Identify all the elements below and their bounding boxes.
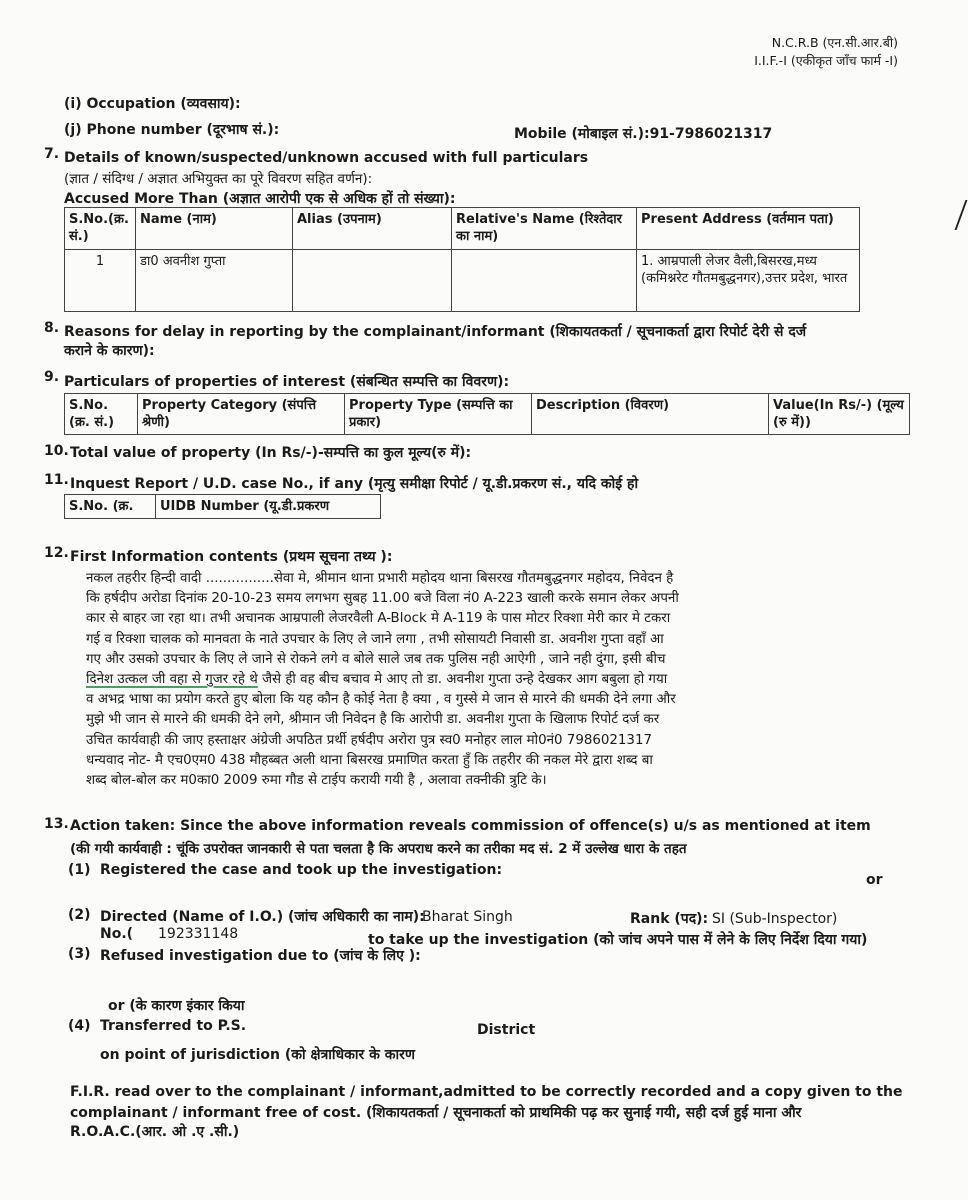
s11-text: Inquest Report / U.D. case No., if any (मृत्यु समीक्षा रिपोर्ट / यू.डी.प्रकरण सं., यदि कोई हो	[70, 476, 639, 492]
item1-number: (1)	[68, 862, 91, 878]
io-number-label: No.(	[100, 926, 134, 942]
occupation-label: (i) Occupation (व्यवसाय):	[64, 96, 241, 112]
s8-line1: Reasons for delay in reporting by the complainant/informant (शिकायतकर्ता / सूचनाकर्ता द्वारा रिपोर्ट देरी से दर्ज	[64, 324, 807, 340]
page-edge-mark	[955, 200, 968, 230]
fir-contents	[86, 569, 846, 791]
item3-number: (3)	[68, 946, 91, 962]
rank-label: Rank (पद):	[630, 911, 709, 927]
highlighted-text: दिनेश उत्कल जी वहा से गुजर रहे थे	[86, 672, 258, 688]
s10-number: 10.	[44, 443, 69, 459]
item3-or: or (के कारण इंकार किया	[108, 998, 245, 1014]
col-relative: Relative's Name (रिश्तेदार का नाम)	[452, 208, 637, 250]
io-number: 192331148	[158, 926, 239, 942]
ud-col-uidb: UIDB Number (यू.डी.प्रकरण	[156, 495, 381, 519]
item1-text: Registered the case and took up the investigation:	[100, 862, 503, 878]
s12-number: 12.	[44, 545, 69, 561]
col-name: Name (नाम)	[136, 208, 293, 250]
prop-col-sno: S.No. (क्र. सं.)	[65, 394, 138, 435]
row-name: डा0 अवनीश गुप्ता	[136, 250, 293, 312]
item3-text: Refused investigation due to (जांच के लिए ):	[100, 948, 421, 964]
property-table	[64, 393, 910, 435]
rank-value: SI (Sub-Inspector)	[712, 911, 838, 927]
row-alias	[293, 250, 452, 312]
property-table-header	[65, 394, 910, 435]
mobile-number: Mobile (मोबाइल सं.):91-7986021317	[514, 126, 773, 142]
col-sno: S.No.(क्र. सं.)	[65, 208, 136, 250]
s10-text: Total value of property (In Rs/-)-सम्पत्ति का कुल मूल्य(रु में):	[70, 445, 472, 461]
col-address: Present Address (वर्तमान पता)	[637, 208, 860, 250]
item4-text: Transferred to P.S.	[100, 1018, 247, 1034]
item4-jurisdiction: on point of jurisdiction (को क्षेत्राधिकार के कारण	[100, 1047, 415, 1063]
iif-header: I.I.F.-I (एकीकृत जाँच फार्म -I)	[754, 53, 898, 68]
fir-line: धन्यवाद नोट- मै एच0एम0 438 मौहब्बत अली थाना बिसरख प्रमाणित करता हुँ कि तहरीर की नकल मेरे द्वारा शब्द बा	[86, 752, 653, 768]
prop-col-type: Property Type (सम्पत्ति का प्रकार)	[345, 394, 532, 435]
s8-number: 8.	[44, 320, 60, 336]
s9-number: 9.	[44, 369, 60, 385]
ncrb-header: N.C.R.B (एन.सी.आर.बी)	[771, 35, 898, 50]
accused-table-header	[65, 208, 860, 250]
footer-line1: F.I.R. read over to the complainant / informant,admitted to be correctly recorded and a copy given to the	[70, 1084, 903, 1100]
footer-line3: R.O.A.C.(आर. ओ .ए .सी.)	[70, 1124, 240, 1140]
s9-title: Particulars of properties of interest (संबन्धित सम्पत्ति का विवरण):	[64, 374, 510, 390]
s13-title: Action taken: Since the above information reveals commission of offence(s) u/s as mentioned at item	[70, 818, 871, 834]
item2-directed: Directed (Name of I.O.) (जांच अधिकारी का नाम):	[100, 909, 425, 925]
s7-accused-more: Accused More Than (अज्ञात आरोपी एक से अधिक हों तो संख्या):	[64, 191, 456, 207]
prop-col-value: Value(In Rs/-) (मूल्य (रु में))	[769, 394, 910, 435]
fir-line: नकल तहरीर हिन्दी वादी ................सेवा मे, श्रीमान थाना प्रभारी महोदय थाना बिसरख गौतमबुद्धनगर महोदय, निवेदन है	[86, 571, 674, 586]
ud-col-sno: S.No. (क्र.	[65, 495, 156, 519]
ud-table	[64, 494, 381, 519]
item2-take-up: to take up the investigation (को जांच अपने पास में लेने के लिए निर्देश दिया गया)	[368, 932, 868, 948]
row-relative	[452, 250, 637, 312]
s7-subtitle: (ज्ञात / संदिग्ध / अज्ञात अभियुक्त का पूरे विवरण सहित वर्णन):	[64, 171, 373, 187]
accused-table	[64, 207, 860, 312]
s8-line2: कराने के कारण):	[64, 343, 155, 359]
s7-number: 7.	[44, 146, 60, 162]
phone-label: (j) Phone number (दूरभाष सं.):	[64, 122, 280, 138]
s12-title: First Information contents (प्रथम सूचना तथ्य ):	[70, 549, 393, 565]
table-row	[65, 250, 860, 312]
footer-line2: complainant / informant free of cost. (शिकायतकर्ता / सूचनाकर्ता को प्राथमिकी पढ़ कर सुनाई गयी, सही दर्ज हुई माना और	[70, 1105, 802, 1121]
s11-number: 11.	[44, 472, 69, 488]
s7-title: Details of known/suspected/unknown accused with full particulars	[64, 150, 589, 166]
row-address: 1. आम्रपाली लेजर वैली,बिसरख,मध्य (कमिश्नरेट गौतमबुद्धनगर),उत्तर प्रदेश, भारत	[637, 250, 860, 312]
fir-line: गई व रिक्शा चालक को मानवता के नाते उपचार के लिए ले जाने लगा , तभी सोसायटी निवासी डा. अवनीश गुप्ता वहाँ आ	[86, 631, 664, 647]
col-alias: Alias (उपनाम)	[293, 208, 452, 250]
fir-line: कि हर्षदीप अरोडा दिनांक 20-10-23 समय लगभग सुबह 11.00 बजे विला नं0 A-223 खाली करके समान लेकर अपनी	[86, 591, 679, 607]
fir-line: कार से बाहर जा रहा था। तभी अचानक आम्रपाली लेजरवैली A-Block मे A-119 के पास मोटर रिक्शा मेरी कार मे टकरा	[86, 611, 671, 627]
io-name: Bharat Singh	[422, 909, 513, 925]
item4-district: District	[477, 1022, 536, 1038]
s13-subtitle: (की गयी कार्यवाही : चूंकि उपरोक्त जानकारी से पता चलता है कि अपराध करने का तरीका मद सं. 2 में उल्लेख धारा के तहत	[70, 841, 687, 857]
row-sno: 1	[65, 250, 136, 312]
fir-line: गए और उसको उपचार के लिए ले जाने से रोकने लगे व बोले साले जब तक पुलिस नही आऐगी , जाने नही दुंगा, इसी बीच	[86, 651, 666, 667]
item2-number: (2)	[68, 907, 91, 923]
fir-line: उचित कार्यवाही की जाए हस्ताक्षर अंग्रेजी अपठित प्रर्थी हर्षदीप अरोरा पुत्र स्व0 मनोहर लाल मो0नं0 7986021317	[86, 732, 652, 748]
prop-col-description: Description (विवरण)	[532, 394, 769, 435]
prop-col-category: Property Category (संपत्ति श्रेणी)	[138, 394, 345, 435]
s13-number: 13.	[44, 816, 69, 832]
fir-line: व अभद्र भाषा का प्रयोग करते हुए बोला कि यह कौन है कोई नेता है क्या , व गुस्से मे जान से मारने की धमकी देने लगा और	[86, 692, 676, 708]
item1-or: or	[866, 872, 883, 888]
fir-line: मुझे भी जान से मारने की धमकी देने लगे, श्रीमान जी निवेदन है कि आरोपी डा. अवनीश गुप्ता के खिलाफ रिपोर्ट दर्ज कर	[86, 712, 660, 728]
fir-line: शब्द बोल-बोल कर म0का0 2009 रुमा गौड से टाईप करायी गयी है , अलावा तक्नीकी त्रुटि के।	[86, 773, 547, 789]
ud-table-header	[65, 495, 381, 519]
fir-line-highlighted: दिनेश उत्कल जी वहा से गुजर रहे थे जैसे ही वह बीच बचाव मे आए तो डा. अवनीश गुप्ता उन्हे देखकर आग बबुला हो गया	[86, 672, 668, 688]
item4-number: (4)	[68, 1018, 91, 1034]
